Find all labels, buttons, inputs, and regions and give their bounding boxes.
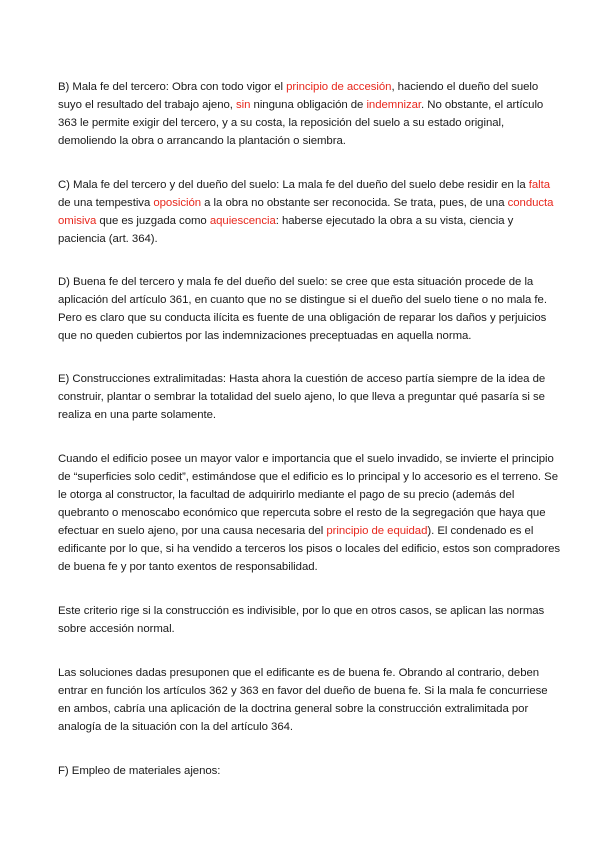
text-segment: de una tempestiva	[58, 197, 154, 209]
paragraph-b-mala-fe-tercero	[58, 78, 562, 150]
text-segment: a la obra no obstante ser reconocida. Se trata, pues, de una	[201, 197, 508, 209]
paragraph-e-construcciones-extralimitadas: E) Construcciones extralimitadas: Hasta ahora la cuestión de acceso partía siempre de la idea de construir, plantar o sembrar la totalidad del suelo ajeno, lo que lleva a preguntar qué pasaría si se realiza en una parte solamente.	[58, 373, 546, 421]
paragraph-c-mala-fe-ambos	[58, 176, 562, 248]
paragraph-edificio-mayor-valor	[58, 450, 562, 576]
text-segment: que es juzgada como	[96, 215, 210, 227]
paragraph-f-materiales-ajenos: F) Empleo de materiales ajenos:	[58, 765, 221, 777]
highlight-principio-accesion: principio de accesión	[286, 81, 392, 93]
paragraph-soluciones: Las soluciones dadas presuponen que el edificante es de buena fe. Obrando al contrario, deben entrar en función los artículos 362 y 363 en favor del dueño de buena fe. Si la mala fe concurriese en ambos, cabría una aplicación de la doctrina general sobre la construcción extralimitada por analogía de la situación con la del artículo 364.	[58, 667, 548, 733]
text-segment: . No obstante, el artículo 363 le permite exigir del tercero, y a su costa, la reposición del suelo a su estado original, demoliendo la obra o arrancando la plantación o siembra.	[58, 99, 544, 147]
text-segment: C) Mala fe del tercero y del dueño del suelo: La mala fe del dueño del suelo debe residir en la	[58, 179, 529, 191]
text-segment: B) Mala fe del tercero: Obra con todo vigor el	[58, 81, 287, 93]
text-segment: Cuando el edificio posee un mayor valor e importancia que el suelo invadido, se invierte el principio de “superficies solo cedit”, estimándose que el edificio es lo principal y lo accesorio es el terreno. Se le otorga al constructor, la facultad de adquirirlo mediante el pago de su precio (además del quebranto o menoscabo económico que repercuta sobre el resto de la segregación que haya que efectuar en suelo ajeno, por una causa necesaria del	[58, 453, 558, 537]
highlight-principio-equidad: principio de equidad	[326, 525, 428, 537]
text-segment: ). El condenado es el edificante por lo que, si ha vendido a terceros los pisos o locales del edificio, estos son compradores de buena fe y por tanto exentos de responsabilidad.	[58, 525, 561, 573]
text-segment: : haberse ejecutado la obra a su vista, ciencia y paciencia (art. 364).	[58, 215, 514, 245]
highlight-sin: sin	[236, 99, 251, 111]
text-segment: ninguna obligación de	[250, 99, 367, 111]
highlight-aquiescencia: aquiescencia	[209, 215, 276, 227]
highlight-falta: falta	[528, 179, 551, 191]
highlight-oposicion: oposición	[153, 197, 202, 209]
highlight-indemnizar: indemnizar	[366, 99, 422, 111]
highlight-conducta-omisiva: conducta omisiva	[58, 197, 554, 227]
text-segment: , haciendo el dueño del suelo suyo el resultado del trabajo ajeno,	[58, 81, 539, 111]
paragraph-criterio-indivisible: Este criterio rige si la construcción es indivisible, por lo que en otros casos, se aplican las normas sobre accesión normal.	[58, 605, 545, 635]
paragraph-d-buena-fe-tercero: D) Buena fe del tercero y mala fe del dueño del suelo: se cree que esta situación procede de la aplicación del artículo 361, en cuanto que no se distingue si el dueño del suelo tiene o no mala fe. Pero es claro que su conducta ilícita es fuente de una obligación de reparar los daños y perjuicios que no queden cubiertos por las indemnizaciones preceptuadas en aquella norma.	[58, 276, 547, 342]
